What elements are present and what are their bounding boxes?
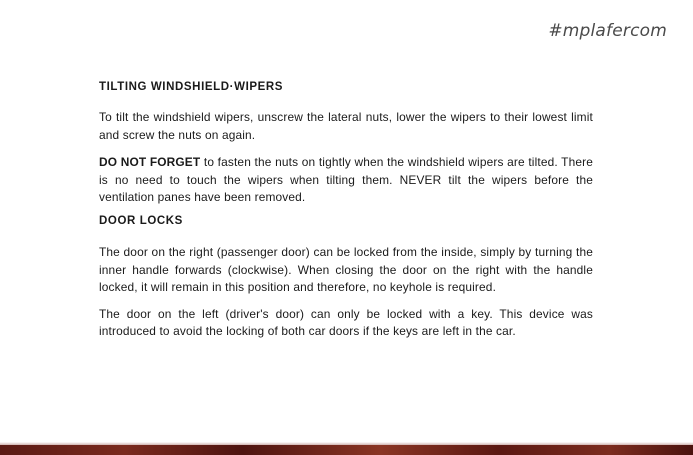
heading-tilting-wipers: TILTING WINDSHIELD·WIPERS (99, 81, 284, 93)
paragraph-tilt-instructions: To tilt the windshield wipers, unscrew the lateral nuts, lower the wipers to their lowest limit and screw the nuts on again. (99, 110, 593, 142)
paragraph-do-not-forget (99, 154, 593, 207)
paragraph-left-door: The door on the left (driver's door) can only be locked with a key. This device was introduced to avoid the locking of both car doors if the keys are left in the car. (99, 306, 593, 339)
manual-content (99, 80, 593, 341)
paragraph-right-door: The door on the right (passenger door) can be locked from the inside, simply by turning the inner handle forwards (clockwise). When closing the door on the right with the handle locked, it will remain in this position and therefore, no keyhole is required. (99, 244, 593, 295)
heading-door-locks: DOOR LOCKS (99, 214, 183, 227)
do-not-forget-emphasis: DO NOT FORGET (99, 155, 201, 170)
do-not-forget-text: to fasten the nuts on tightly when the windshield wipers are tilted. There is no need to touch the wipers when tilting them. NEVER tilt the wipers before the ventilation panes have been removed. (99, 155, 593, 205)
watermark-text: #mplafercom (548, 21, 667, 41)
bottom-photo-strip (0, 445, 693, 455)
